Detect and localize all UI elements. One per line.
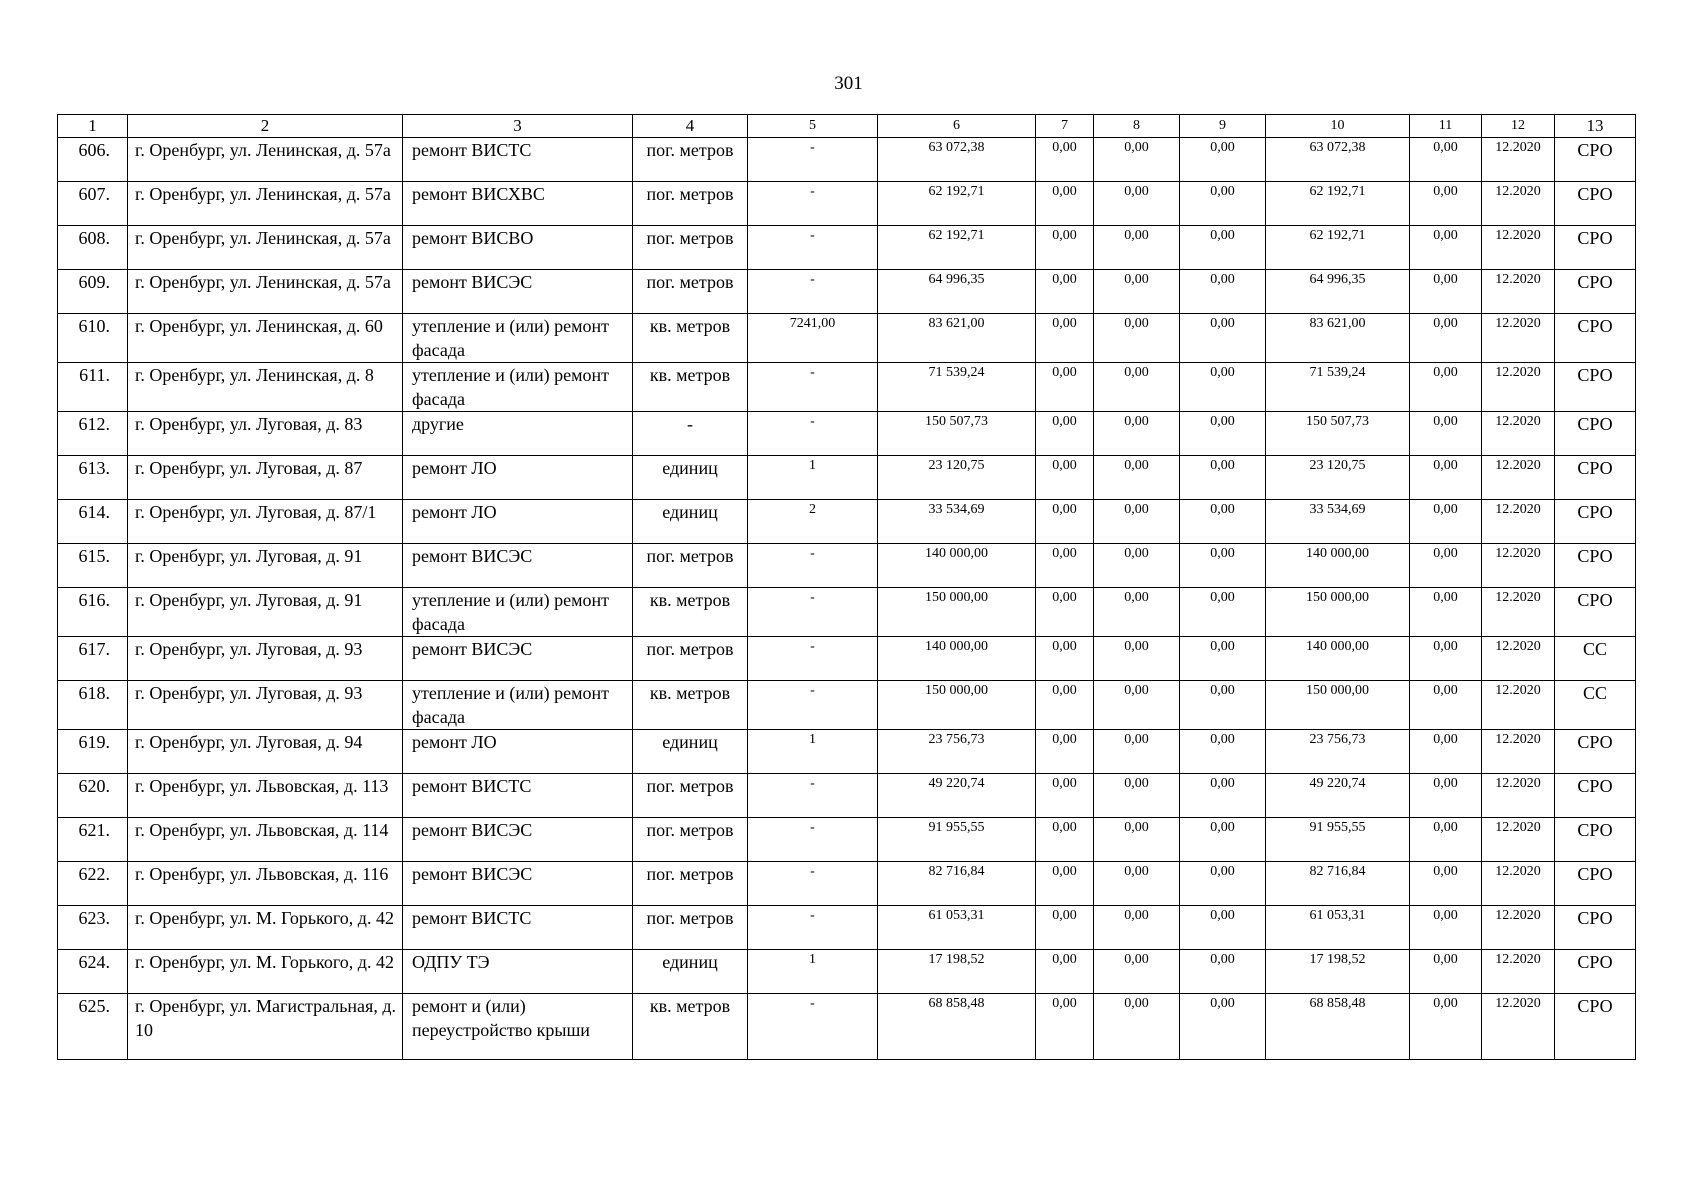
col8-cell: 0,00 <box>1094 500 1180 544</box>
status-cell: СРО <box>1555 226 1636 270</box>
table-row <box>58 774 1636 818</box>
col10-cell: 64 996,35 <box>1266 270 1410 314</box>
work-type-cell: ремонт ВИСЭС <box>403 862 633 906</box>
col7-cell: 0,00 <box>1036 818 1094 862</box>
completion-date-cell: 12.2020 <box>1482 818 1555 862</box>
row-number: 614. <box>58 500 128 544</box>
completion-date-cell: 12.2020 <box>1482 138 1555 182</box>
address-cell: г. Оренбург, ул. Львовская, д. 113 <box>128 774 403 818</box>
work-type-cell: другие <box>403 412 633 456</box>
work-type-cell: ремонт ВИСТС <box>403 774 633 818</box>
col10-cell: 150 000,00 <box>1266 588 1410 637</box>
work-type-cell: ремонт ВИСХВС <box>403 182 633 226</box>
completion-date-cell: 12.2020 <box>1482 774 1555 818</box>
status-cell: СС <box>1555 637 1636 681</box>
status-cell: СРО <box>1555 500 1636 544</box>
unit-cell: кв. метров <box>633 681 748 730</box>
col11-cell: 0,00 <box>1410 544 1482 588</box>
work-type-cell: ремонт ВИСЭС <box>403 544 633 588</box>
column-header: 3 <box>403 115 633 138</box>
status-cell: СРО <box>1555 730 1636 774</box>
quantity-cell: 2 <box>748 500 878 544</box>
row-number: 611. <box>58 363 128 412</box>
col11-cell: 0,00 <box>1410 138 1482 182</box>
total-cost-cell: 62 192,71 <box>878 226 1036 270</box>
col10-cell: 150 000,00 <box>1266 681 1410 730</box>
total-cost-cell: 61 053,31 <box>878 906 1036 950</box>
quantity-cell: 1 <box>748 730 878 774</box>
quantity-cell: - <box>748 681 878 730</box>
col10-cell: 23 120,75 <box>1266 456 1410 500</box>
page-number: 301 <box>834 73 863 94</box>
col11-cell: 0,00 <box>1410 994 1482 1060</box>
table-row <box>58 314 1636 363</box>
column-header: 8 <box>1094 115 1180 138</box>
completion-date-cell: 12.2020 <box>1482 182 1555 226</box>
col10-cell: 33 534,69 <box>1266 500 1410 544</box>
table-row <box>58 412 1636 456</box>
col8-cell: 0,00 <box>1094 270 1180 314</box>
status-cell: СРО <box>1555 588 1636 637</box>
status-cell: СС <box>1555 681 1636 730</box>
quantity-cell: - <box>748 138 878 182</box>
unit-cell: кв. метров <box>633 588 748 637</box>
total-cost-cell: 150 000,00 <box>878 681 1036 730</box>
col7-cell: 0,00 <box>1036 862 1094 906</box>
status-cell: СРО <box>1555 862 1636 906</box>
unit-cell: пог. метров <box>633 862 748 906</box>
table-row <box>58 862 1636 906</box>
unit-cell: пог. метров <box>633 774 748 818</box>
col9-cell: 0,00 <box>1180 270 1266 314</box>
row-number: 615. <box>58 544 128 588</box>
total-cost-cell: 62 192,71 <box>878 182 1036 226</box>
table-row <box>58 681 1636 730</box>
row-number: 616. <box>58 588 128 637</box>
quantity-cell: - <box>748 270 878 314</box>
unit-cell: пог. метров <box>633 226 748 270</box>
address-cell: г. Оренбург, ул. Луговая, д. 87 <box>128 456 403 500</box>
completion-date-cell: 12.2020 <box>1482 456 1555 500</box>
work-type-cell: ремонт ВИСЭС <box>403 270 633 314</box>
total-cost-cell: 33 534,69 <box>878 500 1036 544</box>
col7-cell: 0,00 <box>1036 544 1094 588</box>
col7-cell: 0,00 <box>1036 637 1094 681</box>
col9-cell: 0,00 <box>1180 994 1266 1060</box>
address-cell: г. Оренбург, ул. Луговая, д. 91 <box>128 544 403 588</box>
address-cell: г. Оренбург, ул. Магистральная, д. 10 <box>128 994 403 1060</box>
total-cost-cell: 68 858,48 <box>878 994 1036 1060</box>
table-row <box>58 730 1636 774</box>
col7-cell: 0,00 <box>1036 774 1094 818</box>
column-header: 9 <box>1180 115 1266 138</box>
col7-cell: 0,00 <box>1036 314 1094 363</box>
col7-cell: 0,00 <box>1036 588 1094 637</box>
unit-cell: единиц <box>633 950 748 994</box>
work-type-cell: ремонт ЛО <box>403 730 633 774</box>
col9-cell: 0,00 <box>1180 363 1266 412</box>
col8-cell: 0,00 <box>1094 588 1180 637</box>
row-number: 608. <box>58 226 128 270</box>
col7-cell: 0,00 <box>1036 270 1094 314</box>
table-row <box>58 818 1636 862</box>
quantity-cell: - <box>748 774 878 818</box>
table-row <box>58 363 1636 412</box>
col10-cell: 83 621,00 <box>1266 314 1410 363</box>
table-body <box>58 138 1636 1060</box>
col11-cell: 0,00 <box>1410 906 1482 950</box>
table-row <box>58 182 1636 226</box>
col8-cell: 0,00 <box>1094 950 1180 994</box>
col10-cell: 82 716,84 <box>1266 862 1410 906</box>
total-cost-cell: 17 198,52 <box>878 950 1036 994</box>
quantity-cell: 1 <box>748 456 878 500</box>
col9-cell: 0,00 <box>1180 456 1266 500</box>
unit-cell: единиц <box>633 456 748 500</box>
col9-cell: 0,00 <box>1180 862 1266 906</box>
table-row <box>58 270 1636 314</box>
col9-cell: 0,00 <box>1180 950 1266 994</box>
col10-cell: 62 192,71 <box>1266 182 1410 226</box>
row-number: 618. <box>58 681 128 730</box>
row-number: 623. <box>58 906 128 950</box>
col11-cell: 0,00 <box>1410 774 1482 818</box>
table-row <box>58 456 1636 500</box>
col7-cell: 0,00 <box>1036 500 1094 544</box>
col10-cell: 61 053,31 <box>1266 906 1410 950</box>
col8-cell: 0,00 <box>1094 138 1180 182</box>
col8-cell: 0,00 <box>1094 774 1180 818</box>
table-row <box>58 500 1636 544</box>
col10-cell: 150 507,73 <box>1266 412 1410 456</box>
column-header: 5 <box>748 115 878 138</box>
unit-cell: пог. метров <box>633 182 748 226</box>
quantity-cell: - <box>748 363 878 412</box>
col9-cell: 0,00 <box>1180 681 1266 730</box>
col10-cell: 91 955,55 <box>1266 818 1410 862</box>
col7-cell: 0,00 <box>1036 681 1094 730</box>
work-type-cell: утепление и (или) ремонт фасада <box>403 363 633 412</box>
address-cell: г. Оренбург, ул. Ленинская, д. 57а <box>128 138 403 182</box>
col8-cell: 0,00 <box>1094 314 1180 363</box>
col10-cell: 49 220,74 <box>1266 774 1410 818</box>
completion-date-cell: 12.2020 <box>1482 270 1555 314</box>
col7-cell: 0,00 <box>1036 906 1094 950</box>
col8-cell: 0,00 <box>1094 182 1180 226</box>
col8-cell: 0,00 <box>1094 862 1180 906</box>
col11-cell: 0,00 <box>1410 226 1482 270</box>
row-number: 625. <box>58 994 128 1060</box>
work-type-cell: ремонт ЛО <box>403 456 633 500</box>
col11-cell: 0,00 <box>1410 314 1482 363</box>
work-type-cell: ремонт ВИСЭС <box>403 637 633 681</box>
col11-cell: 0,00 <box>1410 588 1482 637</box>
completion-date-cell: 12.2020 <box>1482 906 1555 950</box>
work-type-cell: утепление и (или) ремонт фасада <box>403 314 633 363</box>
status-cell: СРО <box>1555 906 1636 950</box>
completion-date-cell: 12.2020 <box>1482 226 1555 270</box>
status-cell: СРО <box>1555 314 1636 363</box>
col8-cell: 0,00 <box>1094 456 1180 500</box>
completion-date-cell: 12.2020 <box>1482 500 1555 544</box>
unit-cell: единиц <box>633 730 748 774</box>
work-type-cell: ремонт ВИСВО <box>403 226 633 270</box>
col7-cell: 0,00 <box>1036 363 1094 412</box>
completion-date-cell: 12.2020 <box>1482 412 1555 456</box>
unit-cell: кв. метров <box>633 363 748 412</box>
quantity-cell: - <box>748 906 878 950</box>
capital-repair-table <box>57 114 1636 1060</box>
total-cost-cell: 82 716,84 <box>878 862 1036 906</box>
col9-cell: 0,00 <box>1180 588 1266 637</box>
unit-cell: пог. метров <box>633 637 748 681</box>
col9-cell: 0,00 <box>1180 226 1266 270</box>
total-cost-cell: 64 996,35 <box>878 270 1036 314</box>
col10-cell: 68 858,48 <box>1266 994 1410 1060</box>
work-type-cell: ОДПУ ТЭ <box>403 950 633 994</box>
completion-date-cell: 12.2020 <box>1482 994 1555 1060</box>
row-number: 622. <box>58 862 128 906</box>
col7-cell: 0,00 <box>1036 226 1094 270</box>
address-cell: г. Оренбург, ул. Луговая, д. 83 <box>128 412 403 456</box>
status-cell: СРО <box>1555 363 1636 412</box>
col7-cell: 0,00 <box>1036 138 1094 182</box>
col10-cell: 71 539,24 <box>1266 363 1410 412</box>
total-cost-cell: 63 072,38 <box>878 138 1036 182</box>
work-type-cell: утепление и (или) ремонт фасада <box>403 588 633 637</box>
quantity-cell: 7241,00 <box>748 314 878 363</box>
col8-cell: 0,00 <box>1094 818 1180 862</box>
row-number: 624. <box>58 950 128 994</box>
row-number: 606. <box>58 138 128 182</box>
address-cell: г. Оренбург, ул. Ленинская, д. 57а <box>128 226 403 270</box>
col8-cell: 0,00 <box>1094 412 1180 456</box>
col9-cell: 0,00 <box>1180 314 1266 363</box>
unit-cell: пог. метров <box>633 270 748 314</box>
work-type-cell: ремонт ВИСТС <box>403 138 633 182</box>
row-number: 621. <box>58 818 128 862</box>
total-cost-cell: 140 000,00 <box>878 544 1036 588</box>
status-cell: СРО <box>1555 818 1636 862</box>
col9-cell: 0,00 <box>1180 818 1266 862</box>
col11-cell: 0,00 <box>1410 270 1482 314</box>
column-header: 6 <box>878 115 1036 138</box>
completion-date-cell: 12.2020 <box>1482 637 1555 681</box>
address-cell: г. Оренбург, ул. Ленинская, д. 57а <box>128 270 403 314</box>
col11-cell: 0,00 <box>1410 182 1482 226</box>
unit-cell: пог. метров <box>633 906 748 950</box>
column-header: 13 <box>1555 115 1636 138</box>
unit-cell: пог. метров <box>633 818 748 862</box>
status-cell: СРО <box>1555 412 1636 456</box>
address-cell: г. Оренбург, ул. М. Горького, д. 42 <box>128 950 403 994</box>
col8-cell: 0,00 <box>1094 906 1180 950</box>
table-row <box>58 950 1636 994</box>
column-header: 4 <box>633 115 748 138</box>
col7-cell: 0,00 <box>1036 456 1094 500</box>
unit-cell: кв. метров <box>633 994 748 1060</box>
quantity-cell: - <box>748 412 878 456</box>
col9-cell: 0,00 <box>1180 906 1266 950</box>
col10-cell: 140 000,00 <box>1266 637 1410 681</box>
col11-cell: 0,00 <box>1410 456 1482 500</box>
completion-date-cell: 12.2020 <box>1482 681 1555 730</box>
status-cell: СРО <box>1555 270 1636 314</box>
col9-cell: 0,00 <box>1180 500 1266 544</box>
quantity-cell: - <box>748 862 878 906</box>
address-cell: г. Оренбург, ул. Ленинская, д. 60 <box>128 314 403 363</box>
column-header: 1 <box>58 115 128 138</box>
col10-cell: 63 072,38 <box>1266 138 1410 182</box>
col9-cell: 0,00 <box>1180 774 1266 818</box>
col9-cell: 0,00 <box>1180 182 1266 226</box>
quantity-cell: - <box>748 182 878 226</box>
completion-date-cell: 12.2020 <box>1482 950 1555 994</box>
column-header: 10 <box>1266 115 1410 138</box>
total-cost-cell: 150 507,73 <box>878 412 1036 456</box>
col7-cell: 0,00 <box>1036 182 1094 226</box>
total-cost-cell: 83 621,00 <box>878 314 1036 363</box>
status-cell: СРО <box>1555 774 1636 818</box>
completion-date-cell: 12.2020 <box>1482 363 1555 412</box>
col9-cell: 0,00 <box>1180 544 1266 588</box>
table-row <box>58 906 1636 950</box>
total-cost-cell: 23 756,73 <box>878 730 1036 774</box>
quantity-cell: 1 <box>748 950 878 994</box>
col7-cell: 0,00 <box>1036 730 1094 774</box>
table-row <box>58 637 1636 681</box>
col9-cell: 0,00 <box>1180 637 1266 681</box>
column-number-row <box>58 115 1636 138</box>
table-row <box>58 544 1636 588</box>
col11-cell: 0,00 <box>1410 637 1482 681</box>
col8-cell: 0,00 <box>1094 681 1180 730</box>
total-cost-cell: 23 120,75 <box>878 456 1036 500</box>
status-cell: СРО <box>1555 182 1636 226</box>
total-cost-cell: 71 539,24 <box>878 363 1036 412</box>
col8-cell: 0,00 <box>1094 363 1180 412</box>
quantity-cell: - <box>748 544 878 588</box>
col10-cell: 23 756,73 <box>1266 730 1410 774</box>
total-cost-cell: 49 220,74 <box>878 774 1036 818</box>
row-number: 609. <box>58 270 128 314</box>
row-number: 617. <box>58 637 128 681</box>
total-cost-cell: 150 000,00 <box>878 588 1036 637</box>
column-header: 12 <box>1482 115 1555 138</box>
col8-cell: 0,00 <box>1094 994 1180 1060</box>
col7-cell: 0,00 <box>1036 412 1094 456</box>
completion-date-cell: 12.2020 <box>1482 544 1555 588</box>
address-cell: г. Оренбург, ул. Луговая, д. 87/1 <box>128 500 403 544</box>
status-cell: СРО <box>1555 456 1636 500</box>
column-header: 7 <box>1036 115 1094 138</box>
col10-cell: 140 000,00 <box>1266 544 1410 588</box>
row-number: 607. <box>58 182 128 226</box>
col11-cell: 0,00 <box>1410 950 1482 994</box>
col8-cell: 0,00 <box>1094 544 1180 588</box>
total-cost-cell: 140 000,00 <box>878 637 1036 681</box>
unit-cell: - <box>633 412 748 456</box>
work-type-cell: утепление и (или) ремонт фасада <box>403 681 633 730</box>
address-cell: г. Оренбург, ул. Ленинская, д. 8 <box>128 363 403 412</box>
address-cell: г. Оренбург, ул. Львовская, д. 114 <box>128 818 403 862</box>
status-cell: СРО <box>1555 994 1636 1060</box>
row-number: 612. <box>58 412 128 456</box>
work-type-cell: ремонт ВИСТС <box>403 906 633 950</box>
work-type-cell: ремонт ЛО <box>403 500 633 544</box>
address-cell: г. Оренбург, ул. Луговая, д. 93 <box>128 681 403 730</box>
col8-cell: 0,00 <box>1094 226 1180 270</box>
row-number: 620. <box>58 774 128 818</box>
col9-cell: 0,00 <box>1180 412 1266 456</box>
address-cell: г. Оренбург, ул. Ленинская, д. 57а <box>128 182 403 226</box>
quantity-cell: - <box>748 818 878 862</box>
col11-cell: 0,00 <box>1410 412 1482 456</box>
col9-cell: 0,00 <box>1180 138 1266 182</box>
table-row <box>58 994 1636 1060</box>
col7-cell: 0,00 <box>1036 950 1094 994</box>
total-cost-cell: 91 955,55 <box>878 818 1036 862</box>
col8-cell: 0,00 <box>1094 637 1180 681</box>
table-row <box>58 226 1636 270</box>
status-cell: СРО <box>1555 950 1636 994</box>
unit-cell: пог. метров <box>633 138 748 182</box>
quantity-cell: - <box>748 226 878 270</box>
col11-cell: 0,00 <box>1410 818 1482 862</box>
col9-cell: 0,00 <box>1180 730 1266 774</box>
col11-cell: 0,00 <box>1410 363 1482 412</box>
address-cell: г. Оренбург, ул. Луговая, д. 91 <box>128 588 403 637</box>
col10-cell: 62 192,71 <box>1266 226 1410 270</box>
quantity-cell: - <box>748 588 878 637</box>
row-number: 619. <box>58 730 128 774</box>
quantity-cell: - <box>748 994 878 1060</box>
work-type-cell: ремонт и (или) переустройство крыши <box>403 994 633 1060</box>
col11-cell: 0,00 <box>1410 862 1482 906</box>
completion-date-cell: 12.2020 <box>1482 314 1555 363</box>
col11-cell: 0,00 <box>1410 730 1482 774</box>
col8-cell: 0,00 <box>1094 730 1180 774</box>
row-number: 613. <box>58 456 128 500</box>
completion-date-cell: 12.2020 <box>1482 862 1555 906</box>
table-row <box>58 588 1636 637</box>
quantity-cell: - <box>748 637 878 681</box>
address-cell: г. Оренбург, ул. Львовская, д. 116 <box>128 862 403 906</box>
row-number: 610. <box>58 314 128 363</box>
col7-cell: 0,00 <box>1036 994 1094 1060</box>
col11-cell: 0,00 <box>1410 500 1482 544</box>
status-cell: СРО <box>1555 138 1636 182</box>
unit-cell: единиц <box>633 500 748 544</box>
status-cell: СРО <box>1555 544 1636 588</box>
address-cell: г. Оренбург, ул. Луговая, д. 94 <box>128 730 403 774</box>
table-row <box>58 138 1636 182</box>
column-header: 2 <box>128 115 403 138</box>
column-header: 11 <box>1410 115 1482 138</box>
address-cell: г. Оренбург, ул. Луговая, д. 93 <box>128 637 403 681</box>
col10-cell: 17 198,52 <box>1266 950 1410 994</box>
completion-date-cell: 12.2020 <box>1482 730 1555 774</box>
unit-cell: кв. метров <box>633 314 748 363</box>
address-cell: г. Оренбург, ул. М. Горького, д. 42 <box>128 906 403 950</box>
col11-cell: 0,00 <box>1410 681 1482 730</box>
unit-cell: пог. метров <box>633 544 748 588</box>
completion-date-cell: 12.2020 <box>1482 588 1555 637</box>
work-type-cell: ремонт ВИСЭС <box>403 818 633 862</box>
